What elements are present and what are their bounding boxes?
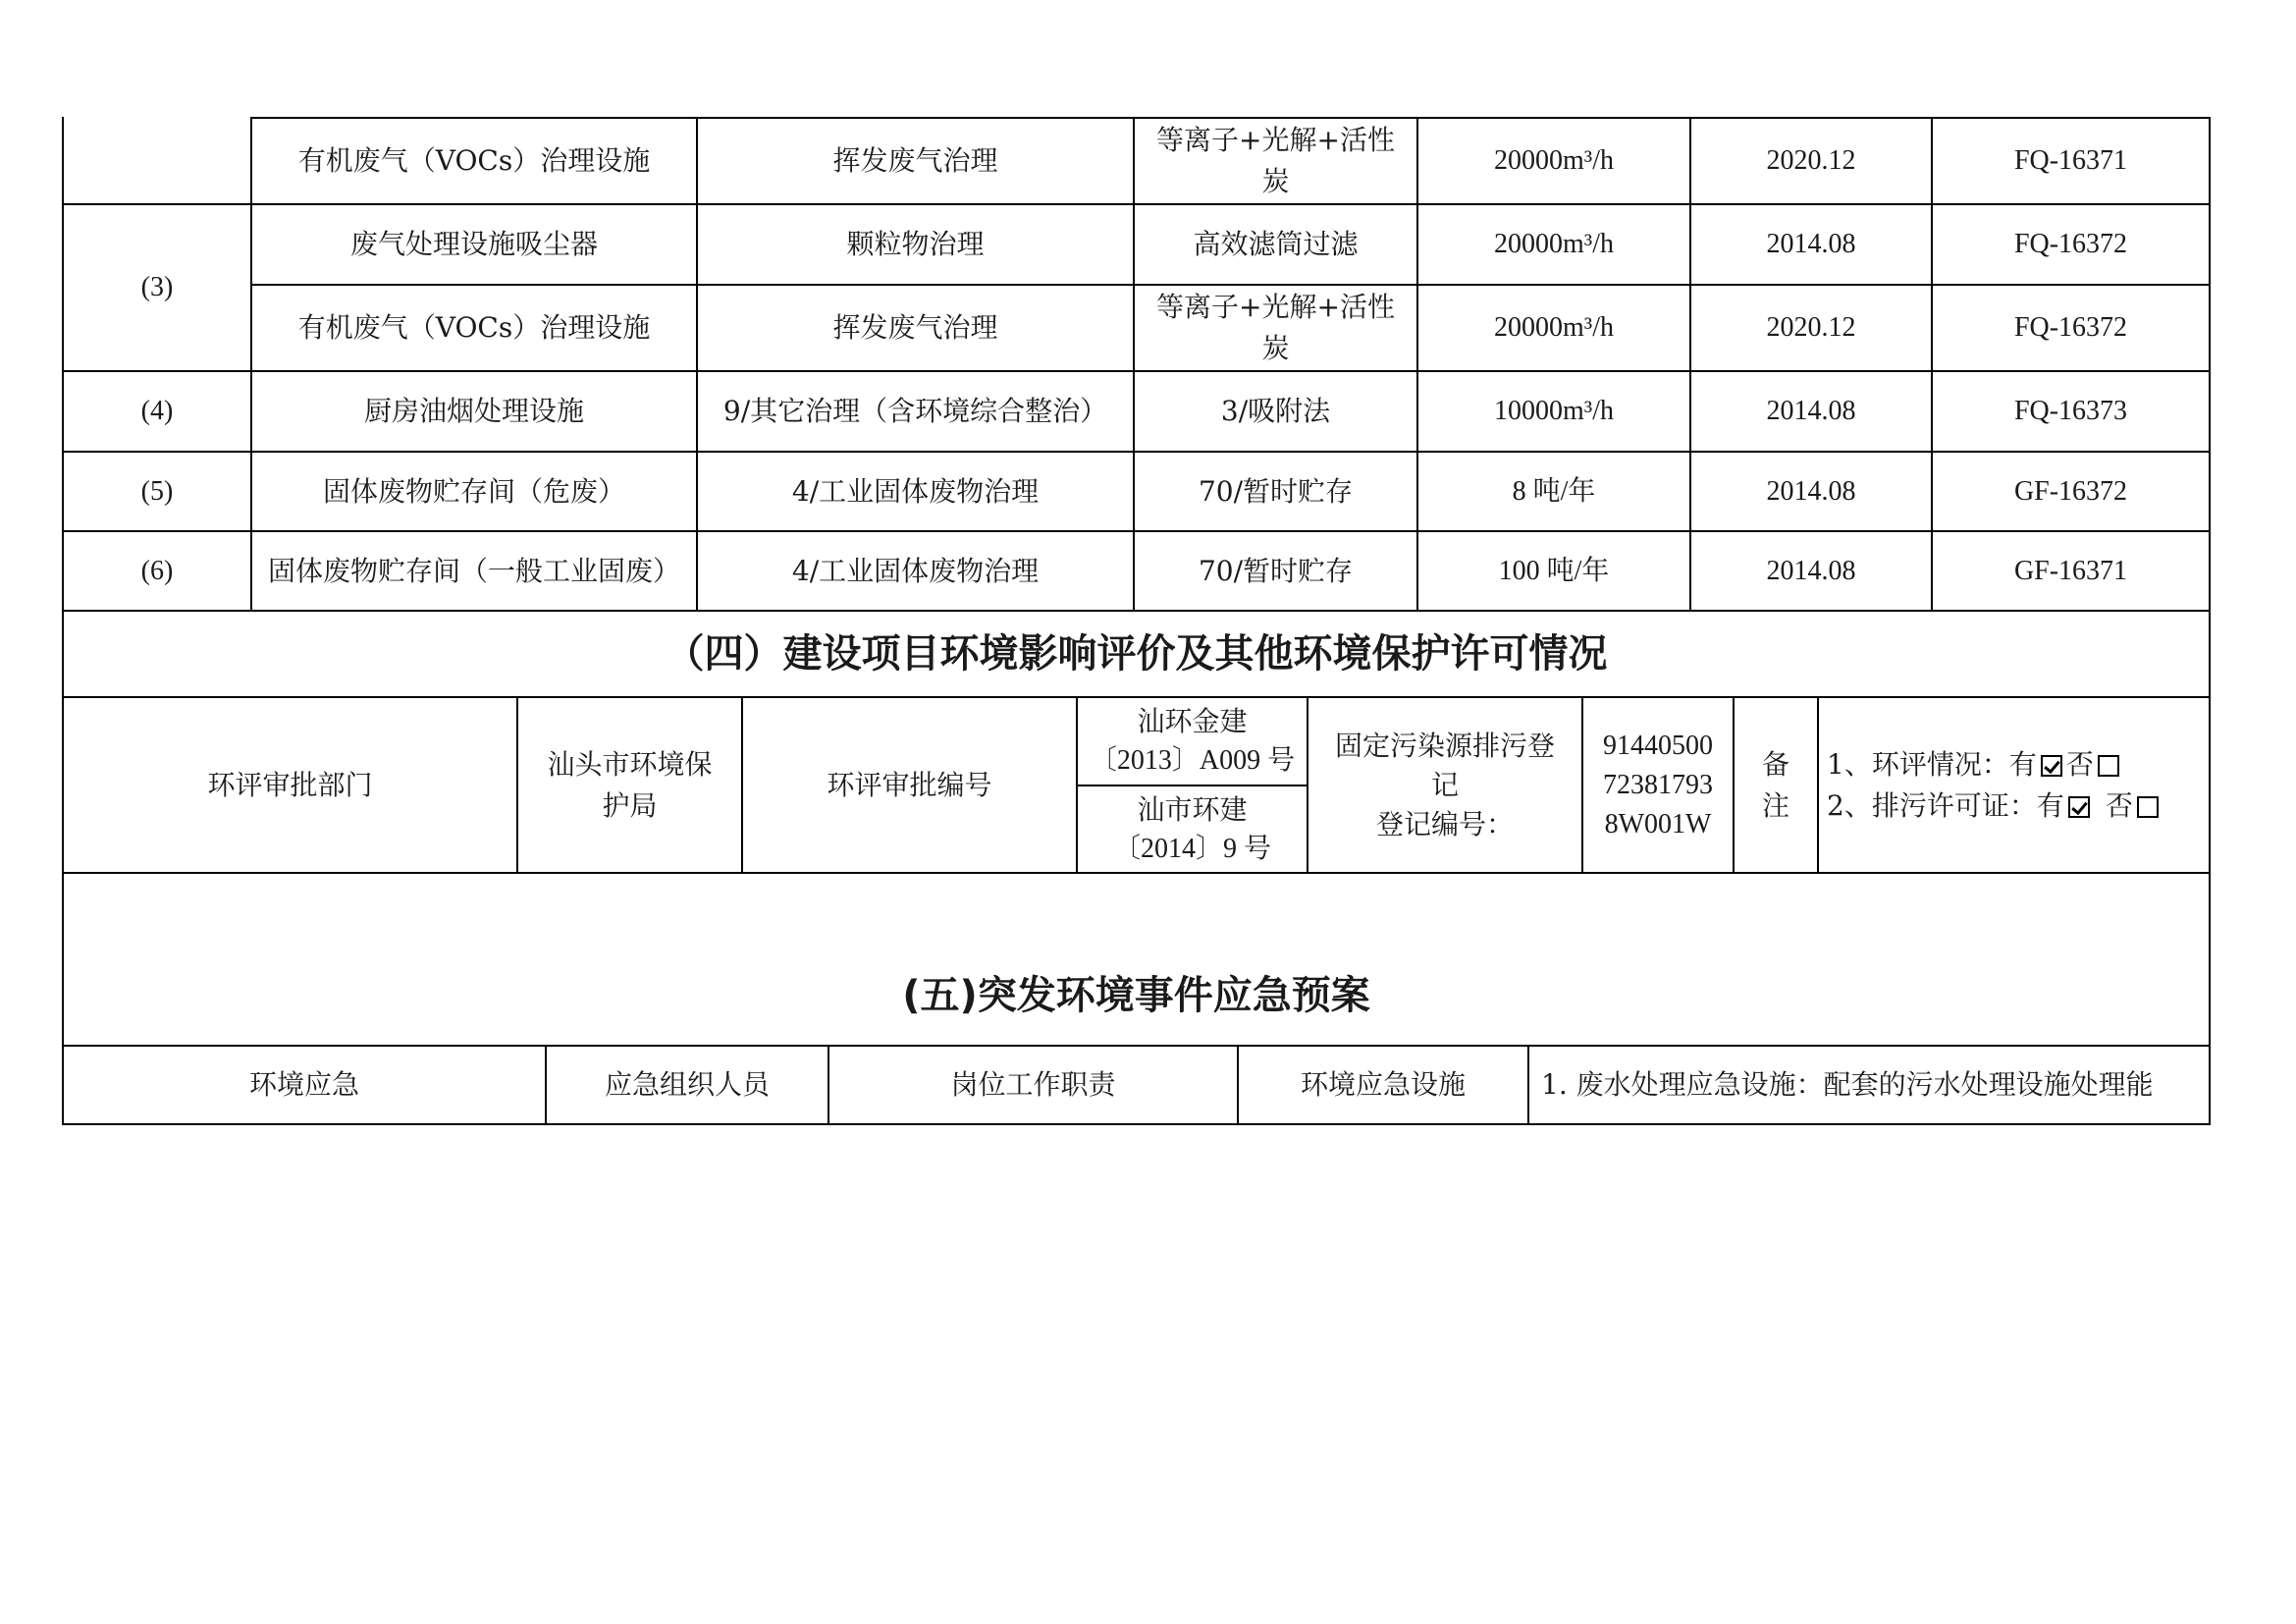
table-row-name: 有机废气（VOCs）治理设施 [297, 144, 651, 177]
table-row-name: 厨房油烟处理设施 [363, 395, 584, 427]
remark-label-line: 备 [1761, 747, 1789, 781]
process-line: 等离子+光解+活性 [1156, 124, 1395, 156]
table-row-capacity: 8 吨/年 [1512, 475, 1596, 507]
table-row-capacity: 20000m³/h [1494, 145, 1614, 176]
remark-eia-text: 1、环评情况：有 [1827, 747, 2037, 781]
table-row-type: 颗粒物治理 [846, 228, 985, 260]
table-row-code: FQ-16372 [2013, 312, 2128, 343]
eia-no-1 [1078, 698, 1307, 785]
process-line: 炭 [1261, 332, 1290, 364]
eia-no-2 [1078, 786, 1307, 872]
table-row-type: 挥发废气治理 [832, 311, 998, 344]
emergency-col-2: 应急组织人员 [604, 1068, 770, 1101]
eia-dept-line: 护局 [602, 788, 658, 822]
table-row-code: GF-16371 [2013, 555, 2128, 586]
table-row-code: FQ-16371 [2013, 145, 2128, 176]
table-row-date: 2020.12 [1766, 145, 1856, 176]
table-row-code: GF-16372 [2013, 475, 2128, 507]
process-line: 炭 [1261, 165, 1290, 197]
remark-eia-line [1827, 744, 2123, 785]
remark-label [1735, 698, 1817, 872]
section-5-title: (五)突发环境事件应急预案 [902, 973, 1370, 1018]
table-row-number: (6) [140, 555, 174, 586]
eia-no-checkbox[interactable] [2098, 755, 2119, 777]
table-row-capacity: 100 吨/年 [1498, 555, 1610, 586]
table-row-process: 70/暂时贮存 [1198, 554, 1354, 587]
eia-dept-label: 环评审批部门 [207, 768, 373, 801]
permit-no-checkbox[interactable] [2137, 796, 2159, 818]
remarks [1819, 698, 2209, 872]
table-row-type: 4/工业固体废物治理 [791, 554, 1040, 587]
eia-no-2-line: 〔2014〕9 号 [1112, 833, 1271, 864]
table-row-type: 挥发废气治理 [832, 144, 998, 177]
pollution-reg-line: 固定污染源排污登 [1334, 729, 1555, 762]
table-row-code: FQ-16373 [2013, 396, 2128, 426]
table-row-number: (4) [140, 396, 174, 426]
table-row-number: (3) [140, 272, 174, 302]
table-row-capacity: 20000m³/h [1494, 229, 1614, 259]
permit-yes-checkbox[interactable] [2068, 796, 2090, 818]
section-4-title: （四）建设项目环境影响评价及其他环境保护许可情况 [665, 631, 1608, 677]
table-row-capacity: 10000m³/h [1494, 396, 1614, 426]
table-row-date: 2014.08 [1766, 396, 1856, 426]
table-row-name: 有机废气（VOCs）治理设施 [297, 311, 651, 344]
eia-no-1-line: 汕环金建 [1137, 705, 1248, 737]
eia-no-label: 环评审批编号 [827, 768, 992, 801]
pollution-reg-number [1583, 698, 1733, 872]
emergency-col-3: 岗位工作职责 [950, 1068, 1116, 1101]
eia-yes-checkbox[interactable] [2041, 755, 2062, 777]
table-row-process: 70/暂时贮存 [1198, 474, 1354, 508]
eia-no-text: 否 [2065, 747, 2094, 781]
eia-dept-line: 汕头市环境保 [547, 747, 713, 781]
table-row-type: 9/其它治理（含环境综合整治） [722, 395, 1108, 427]
process-line: 等离子+光解+活性 [1156, 291, 1395, 323]
table-row-date: 2020.12 [1766, 312, 1856, 343]
remark-permit-line [1827, 785, 2163, 827]
emergency-col-5: 1. 废水处理应急设施：配套的污水处理设施处理能 [1541, 1068, 2154, 1101]
table-row-process: 高效滤筒过滤 [1193, 228, 1359, 260]
table-row-process [1135, 286, 1416, 370]
pollution-reg-line: 登记编号： [1375, 807, 1514, 840]
table-row-name: 固体废物贮存间（危废） [322, 474, 625, 508]
pollution-reg-line: 记 [1430, 768, 1459, 801]
eia-no-2-line: 汕市环建 [1137, 792, 1248, 826]
emergency-col-1: 环境应急 [248, 1068, 359, 1101]
table-row-name: 废气处理设施吸尘器 [349, 228, 598, 260]
table-row-name: 固体废物贮存间（一般工业固废） [267, 554, 680, 587]
pollution-reg-label [1308, 698, 1581, 872]
remark-label-line: 注 [1761, 788, 1789, 822]
emergency-col-4: 环境应急设施 [1300, 1068, 1466, 1101]
eia-dept-value [518, 698, 741, 872]
remark-permit-text: 2、排污许可证：有 [1827, 788, 2064, 822]
pollution-reg-number-line: 91440500 [1603, 730, 1713, 761]
table-row-code: FQ-16372 [2013, 229, 2128, 259]
pollution-reg-number-line: 8W001W [1604, 808, 1712, 839]
table-row-capacity: 20000m³/h [1494, 312, 1614, 343]
table-row-process: 3/吸附法 [1220, 395, 1331, 427]
eia-no-1-line: 〔2013〕A009 号 [1089, 745, 1296, 776]
table-row-date: 2014.08 [1766, 475, 1856, 507]
table-row-number: (5) [140, 475, 174, 507]
table-row-process [1135, 119, 1416, 203]
table-row-date: 2014.08 [1766, 229, 1856, 259]
pollution-reg-number-line: 72381793 [1603, 769, 1713, 800]
table-row-type: 4/工业固体废物治理 [791, 474, 1040, 508]
table-row-date: 2014.08 [1766, 555, 1856, 586]
permit-no-text: 否 [2105, 788, 2133, 822]
